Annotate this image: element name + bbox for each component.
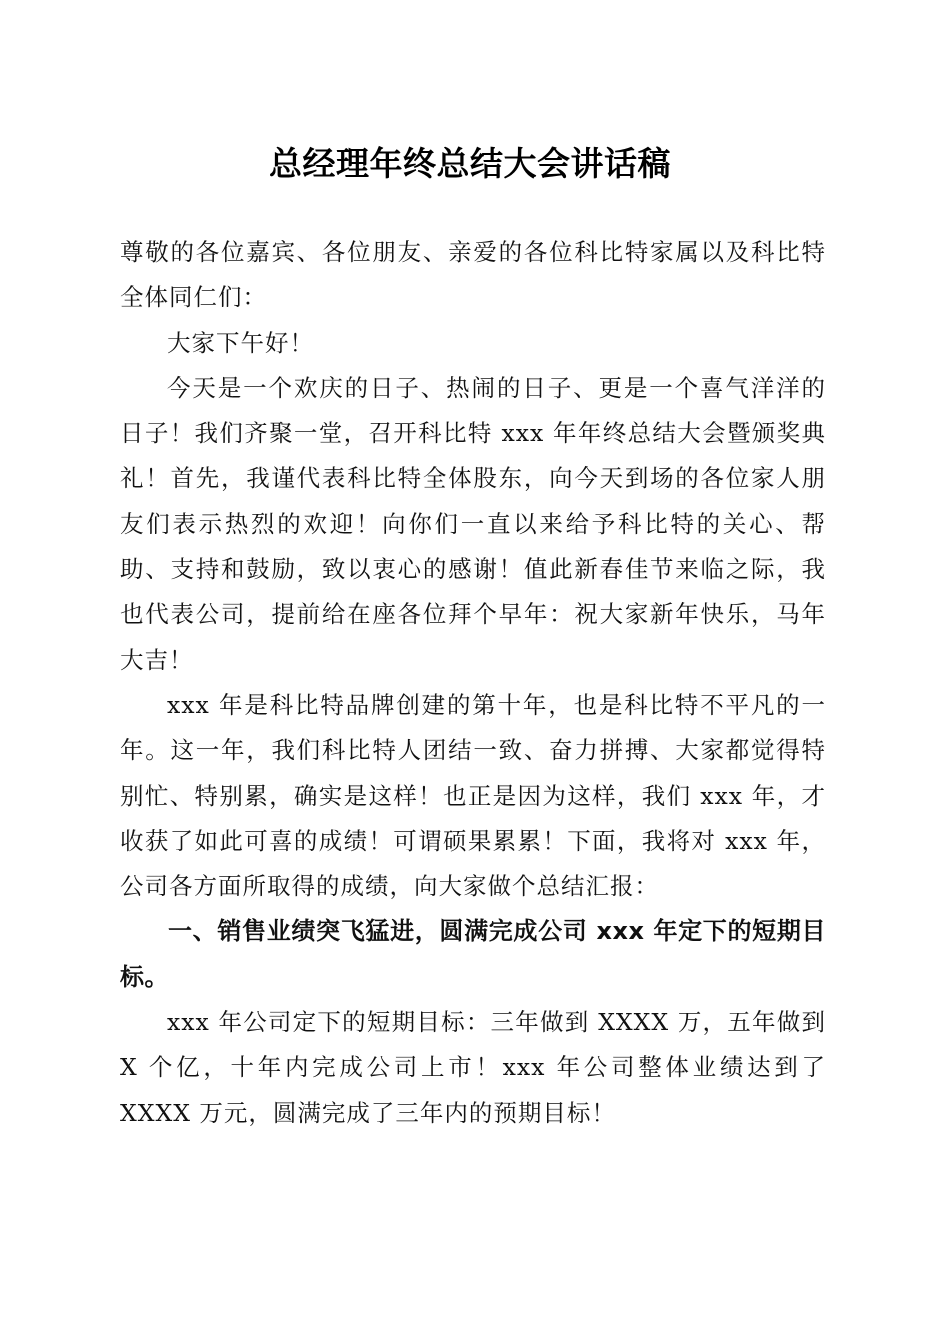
document-body xyxy=(120,230,826,1136)
sales-target-paragraph: xxx 年公司定下的短期目标：三年做到 XXXX 万，五年做到 X 个亿，十年内完成公司上市！xxx 年公司整体业绩达到了 XXXX 万元，圆满完成了三年内的预期目标！ xyxy=(120,1008,826,1127)
document-title: 总经理年终总结大会讲话稿 xyxy=(269,144,671,183)
section-heading: 一、销售业绩突飞猛进，圆满完成公司 xxx 年定下的短期目标。 xyxy=(120,917,826,991)
review-paragraph: xxx 年是科比特品牌创建的第十年，也是科比特不平凡的一年。这一年，我们科比特人团结一致、奋力拼搏、大家都觉得特别忙、特别累，确实是这样！也正是因为这样，我们 xxx 年，才收获了如此可喜的成绩！可谓硕果累累！下面，我将对 xxx 年，公司各方面所取得的成绩，向大家做个总结汇报： xyxy=(120,690,826,901)
opening-paragraph: 今天是一个欢庆的日子、热闹的日子、更是一个喜气洋洋的日子！我们齐聚一堂，召开科比特 xxx 年年终总结大会暨颁奖典礼！首先，我谨代表科比特全体股东，向今天到场的各位家人朋友们表示热烈的欢迎！向你们一直以来给予科比特的关心、帮助、支持和鼓励，致以衷心的感谢！值此新春佳节来临之际，我也代表公司，提前给在座各位拜个早年：祝大家新年快乐，马年大吉！ xyxy=(120,373,826,674)
greeting-paragraph: 大家下午好！ xyxy=(167,328,314,357)
salutation-paragraph: 尊敬的各位嘉宾、各位朋友、亲爱的各位科比特家属以及科比特全体同仁们： xyxy=(120,238,826,312)
